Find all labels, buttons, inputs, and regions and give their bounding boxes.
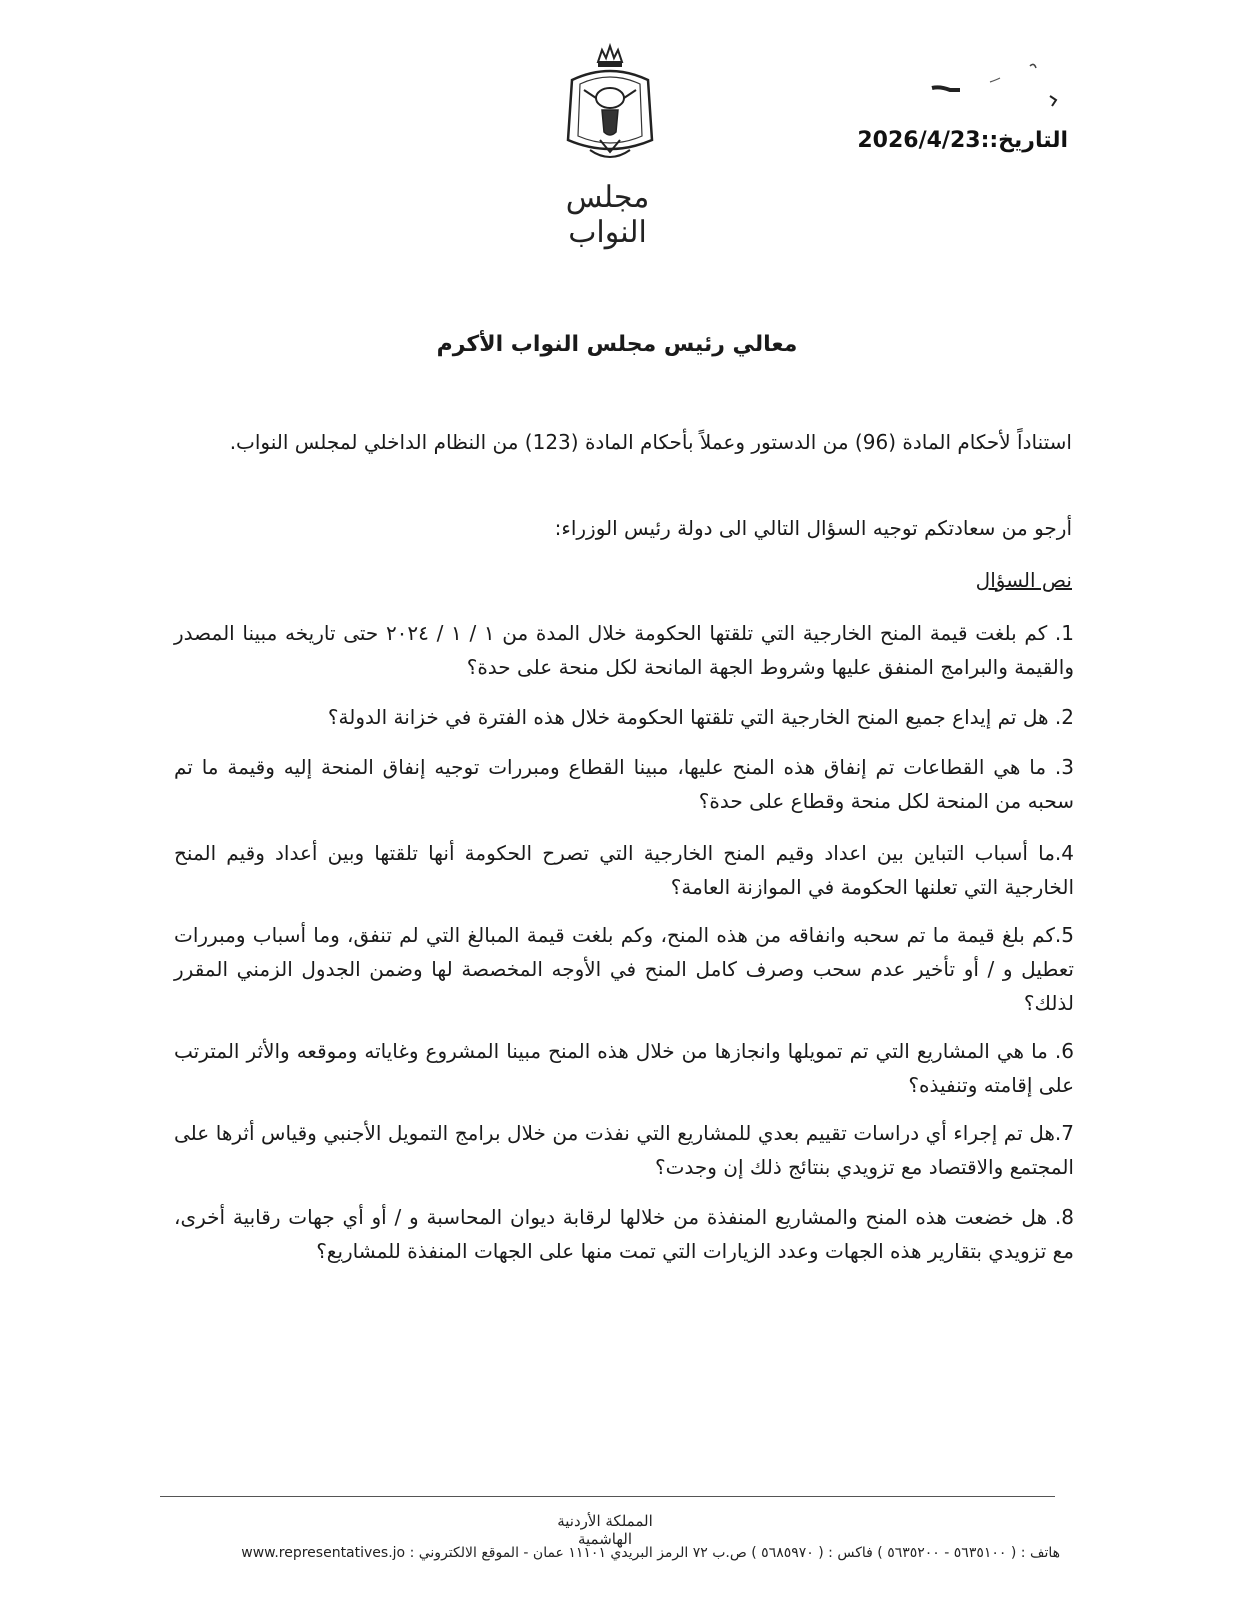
date-line <box>857 128 1068 153</box>
intro-paragraph: استناداً لأحكام المادة (96) من الدستور وعملاً بأحكام المادة (123) من النظام الداخلي لمجلس النواب. <box>229 430 1072 454</box>
question-item: 7.هل تم إجراء أي دراسات تقييم بعدي للمشاريع التي نفذت من خلال برامج التمويل الأجنبي وقياس أثرها على المجتمع والاقتصاد مع تزويدي بنتائج ذلك إن وجدت؟ <box>174 1121 1074 1179</box>
addressee-heading: معالي رئيس مجلس النواب الأكرم <box>436 332 798 357</box>
handwritten-mark <box>930 60 1080 110</box>
footer-divider <box>160 1496 1055 1497</box>
coat-of-arms-emblem <box>560 40 660 170</box>
question-item: 8. هل خضعت هذه المنح والمشاريع المنفذة من خلالها لرقابة ديوان المحاسبة و / أو أي جهات رقابية أخرى، مع تزويدي بتقارير هذه الجهات وعدد الزيارات التي تمت منها على الجهات المنفذة للمشاريع؟ <box>174 1205 1074 1263</box>
question-item: 4.ما أسباب التباين بين اعداد وقيم المنح الخارجية التي تصرح الحكومة أنها تلقتها وبين أعداد وقيم المنح الخارجية التي تعلنها الحكومة في الموازنة العامة؟ <box>174 841 1074 899</box>
question-item: 5.كم بلغ قيمة ما تم سحبه وانفاقه من هذه المنح، وكم بلغت قيمة المبالغ التي لم تنفق، وما أسباب ومبررات تعطيل و / أو تأخير عدم سحب وصرف كامل المنح في الأوجه المخصصة لها وضمن الجدول الزمني المقرر لذلك؟ <box>174 923 1074 1015</box>
footer-kingdom-name: المملكة الأردنية الهاشمية <box>557 1512 653 1548</box>
footer-contact-info: هاتف : ( ٥٦٣٥١٠٠ - ٥٦٣٥٢٠٠ ) فاكس : ( ٥٦٨٥٩٧٠ ) ص.ب ٧٢ الرمز البريدي ١١١٠١ عمان - الموقع الالكتروني : www.representatives.jo <box>241 1545 1060 1561</box>
question-item: 6. ما هي المشاريع التي تم تمويلها وانجازها من خلال هذه المنح مبينا المشروع وغاياته وموقعه والأثر المترتب على إقامته وتنفيذه؟ <box>174 1039 1074 1097</box>
date-label: التاريخ: <box>989 128 1068 153</box>
question-heading: نص السؤال <box>975 568 1072 592</box>
date-value: 2026/4/23: <box>857 128 990 153</box>
question-item: 2. هل تم إيداع جميع المنح الخارجية التي تلقتها الحكومة خلال هذه الفترة في خزانة الدولة؟ <box>327 705 1074 729</box>
request-paragraph: أرجو من سعادتكم توجيه السؤال التالي الى دولة رئيس الوزراء: <box>554 516 1072 540</box>
council-name-calligraphy: مجلس النواب <box>565 180 650 250</box>
question-item: 3. ما هي القطاعات تم إنفاق هذه المنح عليها، مبينا القطاع ومبررات توجيه إنفاق المنحة إليه وقيمة ما تم سحبه من المنحة لكل منحة وقطاع على حدة؟ <box>174 755 1074 813</box>
question-item: 1. كم بلغت قيمة المنح الخارجية التي تلقتها الحكومة خلال المدة من ١ / ١ / ٢٠٢٤ حتى تاريخه مبينا المصدر والقيمة والبرامج المنفق عليها وشروط الجهة المانحة لكل منحة على حدة؟ <box>174 621 1075 679</box>
